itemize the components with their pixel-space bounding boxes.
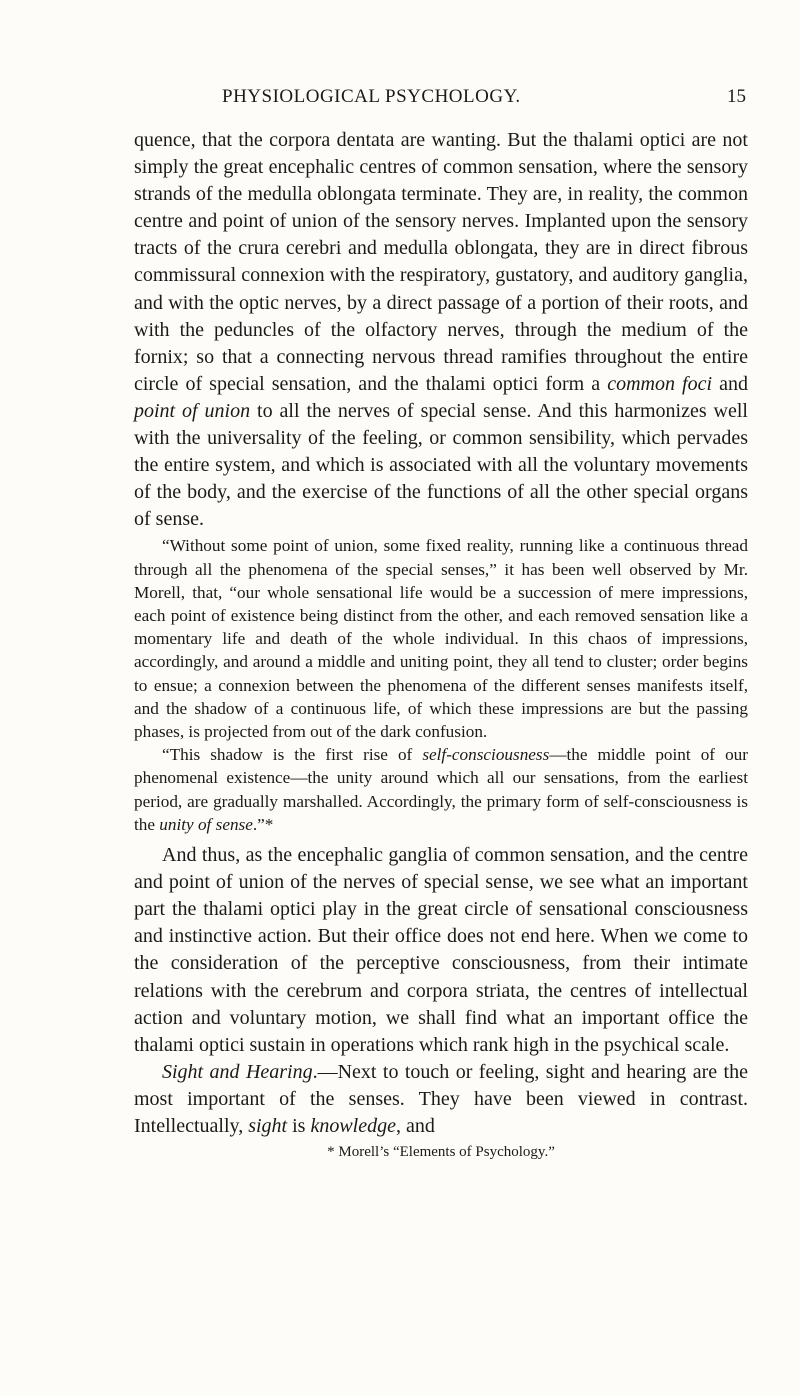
- footnote: * Morell’s “Elements of Psychology.”: [327, 1144, 555, 1161]
- paragraph-encephalic-ganglia: And thus, as the encephalic ganglia of common sensation, and the centre and point of union of the nerves of special sense, we see what an important part the thalami optici play in the great circle of sensational consciousness and instinctive action. But their office does not end here. When we come to the consideration of the perceptive consciousness, from their intimate relations with the cerebrum and corpora striata, the centres of intellectual action and voluntary motion, we shall find what an important office the thalami optici sustain in operations which rank high in the psychical scale.: [134, 844, 748, 1056]
- text-run: .”*: [252, 814, 274, 834]
- section-heading-italic: Sight and Hearing: [162, 1060, 313, 1083]
- text-run: to all the nerves of special sense. And this harmonizes well with the universality of the feeling, or common sensibility, which pervades the entire system, and which is associated with all the voluntary movements of the body, and the exercise of the functions of all the other special organs of sense.: [134, 399, 748, 531]
- italic-term: sight: [248, 1114, 288, 1137]
- text-run: quence, that the corpora dentata are wanting. But the thalami optici are not simply the great encephalic centres of common sensation, where the sensory strands of the medulla oblongata terminate. They are, in reality, the common centre and point of union of the sensory nerves. Implanted upon the sensory tracts of the crura cerebri and medulla oblongata, they are in direct fibrous commissural connexion with the respiratory, gustatory, and auditory ganglia, and with the optic nerves, by a direct passage of a portion of their roots, and with the peduncles of the olfactory nerves, through the medium of the fornix; so that a connecting nervous thread ramifies throughout the entire circle of special sensation, and the thalami optici form a: [134, 129, 748, 395]
- text-run: “This shadow is the first rise of: [162, 745, 423, 765]
- italic-term: common foci: [607, 372, 713, 395]
- page-number: 15: [727, 86, 746, 107]
- italic-term: unity of sense: [159, 814, 253, 834]
- italic-term: point of union: [134, 399, 251, 422]
- body-text: [134, 127, 748, 1161]
- italic-term: self-consciousness: [422, 745, 550, 765]
- text-run: is: [287, 1114, 311, 1137]
- text-run: , and: [396, 1114, 435, 1137]
- quotation-morell-2: [134, 743, 748, 836]
- italic-term: knowledge: [310, 1114, 396, 1137]
- text-run: —the middle point of our phenomenal existence—the unity around which all our sensations, from the earliest period, are gradually marshalled. Accordingly, the primary form of self-consciousness is the: [134, 745, 748, 834]
- paragraph-thalami-optici: [134, 127, 748, 533]
- text-run: .—Next to touch or feeling, sight and hearing are the most important of the senses. They have been viewed in contrast. Intellectually,: [134, 1060, 748, 1137]
- page-header: [222, 86, 746, 116]
- quotation-morell-1: “Without some point of union, some fixed reality, running like a continuous thread through all the phenomena of the special senses,” it has been well observed by Mr. Morell, that, “our whole sensational life would be a succession of mere impressions, each point of existence being distinct from the other, and each removed sensation like a momentary life and death of the whole individual. In this chaos of impressions, accordingly, and around a middle and uniting point, they all tend to cluster; order begins to ensue; a connexion between the phenomena of the different senses manifests itself, and the shadow of a continuous life, of which these impressions are but the passing phases, is projected from out of the dark confusion.: [134, 536, 748, 742]
- text-run: and: [712, 372, 748, 395]
- paragraph-sight-and-hearing: [134, 1059, 748, 1140]
- running-title: PHYSIOLOGICAL PSYCHOLOGY.: [222, 86, 521, 107]
